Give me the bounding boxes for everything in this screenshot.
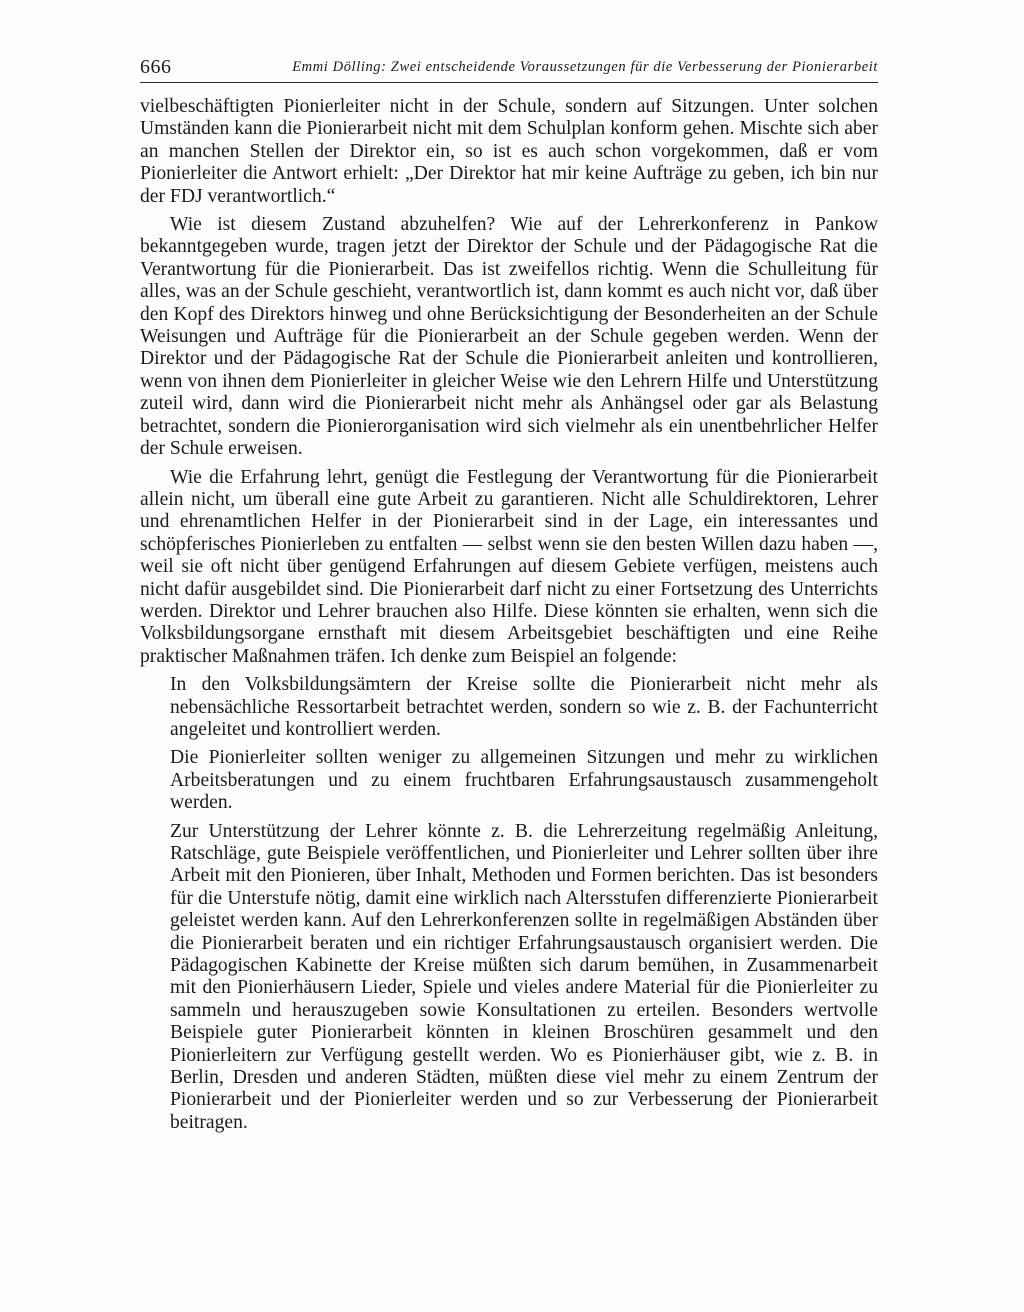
- proposal-paragraph-2: Die Pionierleiter sollten weniger zu allgemeinen Sitzungen und mehr zu wirklichen Arbeitsberatungen und zu einem fruchtbaren Erfahrungsaustausch zusammengeholt werden.: [170, 747, 878, 814]
- paragraph-3: Wie die Erfahrung lehrt, genügt die Festlegung der Verantwortung für die Pionierarbeit allein nicht, um überall eine gute Arbeit zu garantieren. Nicht alle Schuldirektoren, Lehrer und ehrenamtlichen Helfer in der Pionierarbeit sind in der Lage, ein interessantes und schöpferisches Pionierleben zu entfalten — selbst wenn sie den besten Willen dazu haben —, weil sie oft nicht über genügend Erfahrungen auf diesem Gebiete verfügen, meistens auch nicht dafür ausgebildet sind. Die Pionierarbeit darf nicht zu einer Fortsetzung des Unterrichts werden. Direktor und Lehrer brauchen also Hilfe. Diese könnten sie erhalten, wenn sich die Volksbildungsorgane ernsthaft mit diesem Arbeitsgebiet beschäftigten und eine Reihe praktischer Maßnahmen träfen. Ich denke zum Beispiel an folgende:: [140, 466, 878, 667]
- running-title: Emmi Dölling: Zwei entscheidende Voraussetzungen für die Verbesserung der Pionierarbeit: [292, 59, 878, 75]
- proposal-paragraph-1: In den Volksbildungsämtern der Kreise sollte die Pionierarbeit nicht mehr als nebensächliche Ressortarbeit betrachtet werden, sondern so wie z. B. der Fachunterricht angeleitet und kontrolliert werden.: [170, 674, 878, 740]
- paragraph-1: vielbeschäftigten Pionierleiter nicht in der Schule, sondern auf Sitzungen. Unter solchen Umständen kann die Pionierarbeit nicht mit dem Schulplan konform gehen. Mischte sich aber an manchen Stellen der Direktor ein, so ist es auch schon vorgekommen, daß er vom Pionierleiter die Antwort erhielt: „Der Direktor hat mir keine Aufträge zu geben, ich bin nur der FDJ verantwortlich.“: [140, 96, 878, 207]
- page-number: 666: [140, 56, 172, 78]
- running-header: [140, 56, 878, 83]
- article-body: [140, 96, 878, 1140]
- paragraph-2: Wie ist diesem Zustand abzuhelfen? Wie auf der Lehrerkonferenz in Pankow bekanntgegeben wurde, tragen jetzt der Direktor der Schule und der Pädagogische Rat die Verantwortung für die Pionierarbeit. Das ist zweifellos richtig. Wenn die Schulleitung für alles, was an der Schule geschieht, verantwortlich ist, dann kommt es auch nicht vor, daß über den Kopf des Direktors hinweg und ohne Berücksichtigung der Besonderheiten an der Schule Weisungen und Aufträge für die Pionierarbeit an der Schule gegeben werden. Wenn der Direktor und der Pädagogische Rat der Schule die Pionierarbeit anleiten und kontrollieren, wenn von ihnen dem Pionierleiter in gleicher Weise wie den Lehrern Hilfe und Unterstützung zuteil wird, dann wird die Pionierarbeit nicht mehr als Anhängsel oder gar als Belastung betrachtet, sondern die Pionierorganisation wird sich vielmehr als ein unentbehrlicher Helfer der Schule erweisen.: [140, 214, 878, 460]
- proposal-paragraph-3: Zur Unterstützung der Lehrer könnte z. B. die Lehrerzeitung regelmäßig Anleitung, Ratschläge, gute Beispiele veröffentlichen, und Pionierleiter und Lehrer sollten über ihre Arbeit mit den Pionieren, über Inhalt, Methoden und Formen berichten. Das ist besonders für die Unterstufe nötig, damit eine wirklich nach Altersstufen differenzierte Pionierarbeit geleistet werden kann. Auf den Lehrerkonferenzen sollte in regelmäßigen Abständen über die Pionierarbeit beraten und ein richtiger Erfahrungsaustausch organisiert werden. Die Pädagogischen Kabinette der Kreise müßten sich darum bemühen, in Zusammenarbeit mit den Pionierhäusern Lieder, Spiele und vieles andere Material für die Pionierleiter zu sammeln und herauszugeben sowie Konsultationen zu erteilen. Besonders wertvolle Beispiele guter Pionierarbeit könnten in kleinen Broschüren gesammelt und den Pionierleitern zur Verfügung gestellt werden. Wo es Pionierhäuser gibt, wie z. B. in Berlin, Dresden und anderen Städten, müßten diese viel mehr zu einem Zentrum der Pionierarbeit und der Pionierleiter werden und so zur Verbesserung der Pionierarbeit beitragen.: [170, 820, 878, 1133]
